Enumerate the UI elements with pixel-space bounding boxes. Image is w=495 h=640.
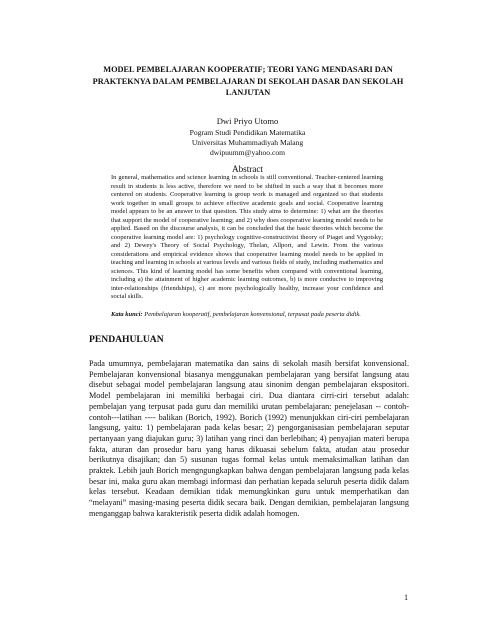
page-number: 1 bbox=[404, 593, 409, 602]
keywords-label: Kata kunci: bbox=[111, 311, 143, 318]
author-name: Dwi Priyo Utomo bbox=[216, 116, 279, 126]
author-email: dwipuumm@yahoo.com bbox=[209, 148, 286, 158]
intro-paragraph: Pada umumnya, pembelajaran matematika dan sains di sekolah masih bersifat konvensional. Pembelajaran konvensional biasanya menggunakan pembelajaran yang bersifat langsung atau disebut sebagai model pembelajaran langsung atau sinonim dengan pembelajaran ekspositori. Model pembelajaran ini memiliki berbagai ciri. Dua diantara cirri-ciri tersebut adalah: pembelajan yang terpusat pada guru dan memiliki urutan pembelajaran: penejelasan -- contoh-contoh---latihan ---- balikan (Borich, 1992). Borich (1992) menunjukkan ciri-ciri pembelajaran langsung, yaitu: 1) pembelajaran pada kelas besar; 2) pengorganisasian pembelajaran seputar pertanyaan yang diajukan guru; 3) latihan yang rinci dan berlebihan; 4) penyajian materi berupa fakta, aturan dan prosedur baru yang harus dikuasai sebelum fakta, atudan atau prosedur berikutnya disajikan; dan 5) susunan tugas formal kelas untuk memaksimalkan latihan dan praktek. Lebih jauh Borich mengngungkapkan bahwa dengan pembelajaran langsung pada kelas besar ini, maka guru akan membagi informasi dan perhatian kepada seluruh peserta didik dalam kelas tersebut. Keadaan demikian tidak memungkinkan guru untuk memperhatikan dan “melayani” masing-masing peserta didik secara baik. Dengan demikian, pembelajaran langsung menganggap bahwa karakteristik peserta didik adalah homogen. bbox=[89, 359, 409, 518]
author-university: Universitas Muhammadiyah Malang bbox=[191, 138, 304, 148]
section-heading-pendahuluan: PENDAHULUAN bbox=[89, 334, 164, 345]
keywords-text: Pembelajaran kooperatif, pembelajaran konvensional, terpusat pada peserta didik. bbox=[142, 311, 361, 318]
abstract-text: In general, mathematics and science learning in schools is still conventional. Teacher-centered learning result in students is less active, therefore we need to be shifted in such a way that it becomes more centered on students. Cooperative learning is group work is managed and organized so that students work together in small groups to achieve effective academic goals and social. Cooperative learning model appears to be an answer to that question. This study aims to determine: 1) what are the theories that support the model of cooperative learning; and 2) why does cooperative learning model needs to be applied. Based on the discourse analysis, it can be concluded that the basic theories which become the cooperative learning model are: 1) psychology cognitive-constructivist theory of Piaget and Vygotsky; and 2) Dewey's Theory of Social Psychology, Thelan, Allport, and Lewin. From the various considerations and empirical evidence shows that cooperative learning model needs to be applied in teaching and learning in schools at various levels and various fields of study, including mathematics and sciences. This kind of learning model has some benefits when compared with conventional learning, including a) the attainment of higher academic learning outcomes, b) is more conducive to improving inter-relationships (friendships), c) are more psychologically healthy, increase your confidence and social skills. bbox=[111, 174, 383, 300]
keywords bbox=[111, 311, 383, 320]
author-block bbox=[120, 115, 375, 159]
author-program: Pogram Studi Pendidikan Matematika bbox=[189, 128, 306, 137]
abstract-heading: Abstract bbox=[231, 164, 264, 174]
paper-title: MODEL PEMBELAJARAN KOOPERATIF; TEORI YANG MENDASARI DAN PRAKTEKNYA DALAM PEMBELAJARAN DI SEKOLAH DASAR DAN SEKOLAH LANJUTAN bbox=[92, 65, 404, 98]
